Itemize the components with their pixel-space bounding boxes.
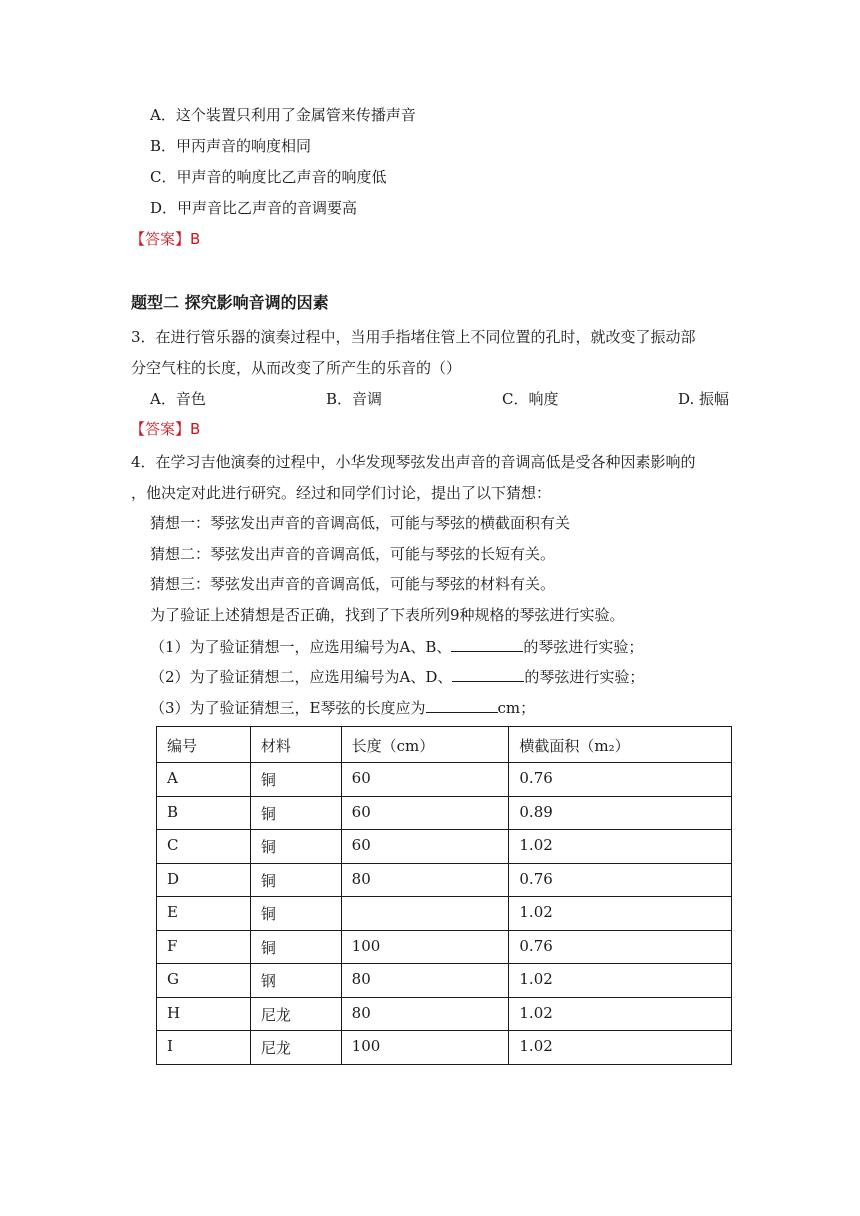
q4-guess3: 猜想三：琴弦发出声音的音调高低，可能与琴弦的材料有关。	[150, 575, 556, 593]
cell-area: 1.02	[509, 964, 732, 998]
q4-sub1-before: （1）为了验证猜想一，应选用编号为A、B、	[150, 638, 452, 656]
q4-intro: 为了验证上述猜想是否正确，找到了下表所列9种规格的琴弦进行实验。	[150, 606, 625, 624]
cell-material: 尼龙	[250, 1031, 341, 1065]
cell-material: 铜	[250, 863, 341, 897]
header-length: 长度（cm）	[341, 727, 509, 763]
q4-sub3-before: （3）为了验证猜想三，E琴弦的长度应为	[150, 699, 426, 717]
table-row	[157, 1031, 732, 1065]
cell-area: 0.76	[509, 763, 732, 797]
cell-area: 1.02	[509, 897, 732, 931]
header-area: 横截面积（m₂）	[509, 727, 732, 763]
cell-length: 60	[341, 763, 509, 797]
q2-option-d: D．甲声音比乙声音的音调要高	[150, 199, 358, 217]
cell-length: 60	[341, 796, 509, 830]
section-title: 题型二 探究影响音调的因素	[131, 293, 329, 312]
answer-blank-1[interactable]	[451, 636, 523, 652]
q2-answer: 【答案】B	[130, 230, 201, 248]
cell-area: 1.02	[509, 997, 732, 1031]
q3-option-c: C．响度	[502, 390, 559, 408]
cell-id: F	[157, 930, 251, 964]
q3-stem-line1: 3．在进行管乐器的演奏过程中，当用手指堵住管上不同位置的孔时，就改变了振动部	[131, 328, 696, 346]
q4-guess2: 猜想二：琴弦发出声音的音调高低，可能与琴弦的长短有关。	[150, 545, 556, 563]
cell-id: G	[157, 964, 251, 998]
cell-material: 铜	[250, 763, 341, 797]
table-header-row	[157, 727, 732, 763]
q4-guess1: 猜想一：琴弦发出声音的音调高低，可能与琴弦的横截面积有关	[150, 514, 571, 532]
header-material: 材料	[250, 727, 341, 763]
cell-area: 1.02	[509, 830, 732, 864]
q4-sub2-after: 的琴弦进行实验；	[524, 668, 645, 686]
q4-sub2-before: （2）为了验证猜想二，应选用编号为A、D、	[150, 668, 453, 686]
cell-area: 0.76	[509, 930, 732, 964]
table-row	[157, 763, 732, 797]
answer-blank-2[interactable]	[452, 666, 524, 682]
q4-stem-line2: ，他决定对此进行研究。经过和同学们讨论，提出了以下猜想：	[131, 484, 552, 502]
cell-id: C	[157, 830, 251, 864]
q3-answer: 【答案】B	[130, 420, 201, 438]
table-row	[157, 863, 732, 897]
cell-material: 铜	[250, 796, 341, 830]
cell-id: I	[157, 1031, 251, 1065]
string-spec-table	[156, 726, 732, 1065]
table-row	[157, 964, 732, 998]
answer-blank-3[interactable]	[426, 697, 498, 713]
cell-area: 1.02	[509, 1031, 732, 1065]
table-row	[157, 830, 732, 864]
cell-length: 100	[341, 1031, 509, 1065]
cell-material: 铜	[250, 930, 341, 964]
table-row	[157, 930, 732, 964]
cell-length: 80	[341, 863, 509, 897]
q2-option-c: C．甲声音的响度比乙声音的响度低	[150, 168, 387, 186]
q4-sub1-after: 的琴弦进行实验；	[523, 638, 644, 656]
cell-length: 60	[341, 830, 509, 864]
q2-option-b: B．甲丙声音的响度相同	[150, 137, 312, 155]
q3-option-a: A．音色	[150, 390, 206, 408]
table-row	[157, 997, 732, 1031]
cell-area: 0.89	[509, 796, 732, 830]
cell-material: 尼龙	[250, 997, 341, 1031]
q4-sub3	[150, 697, 535, 718]
q4-sub1	[150, 636, 643, 657]
cell-id: H	[157, 997, 251, 1031]
cell-id: B	[157, 796, 251, 830]
q4-sub2	[150, 666, 644, 687]
cell-material: 钢	[250, 964, 341, 998]
table-row	[157, 796, 732, 830]
cell-material: 铜	[250, 897, 341, 931]
cell-material: 铜	[250, 830, 341, 864]
cell-length: 100	[341, 930, 509, 964]
header-id: 编号	[157, 727, 251, 763]
cell-length	[341, 897, 509, 931]
cell-length: 80	[341, 997, 509, 1031]
q4-stem-line1: 4．在学习吉他演奏的过程中，小华发现琴弦发出声音的音调高低是受各种因素影响的	[131, 453, 696, 471]
q2-option-a: A．这个装置只利用了金属管来传播声音	[150, 106, 416, 124]
cell-id: E	[157, 897, 251, 931]
q3-option-b: B．音调	[326, 390, 383, 408]
q4-sub3-after: cm；	[497, 699, 536, 717]
cell-area: 0.76	[509, 863, 732, 897]
cell-id: D	[157, 863, 251, 897]
cell-length: 80	[341, 964, 509, 998]
table-row	[157, 897, 732, 931]
q3-option-d: D. 振幅	[678, 390, 730, 408]
cell-id: A	[157, 763, 251, 797]
q3-stem-line2: 分空气柱的长度，从而改变了所产生的乐音的（）	[131, 359, 462, 377]
